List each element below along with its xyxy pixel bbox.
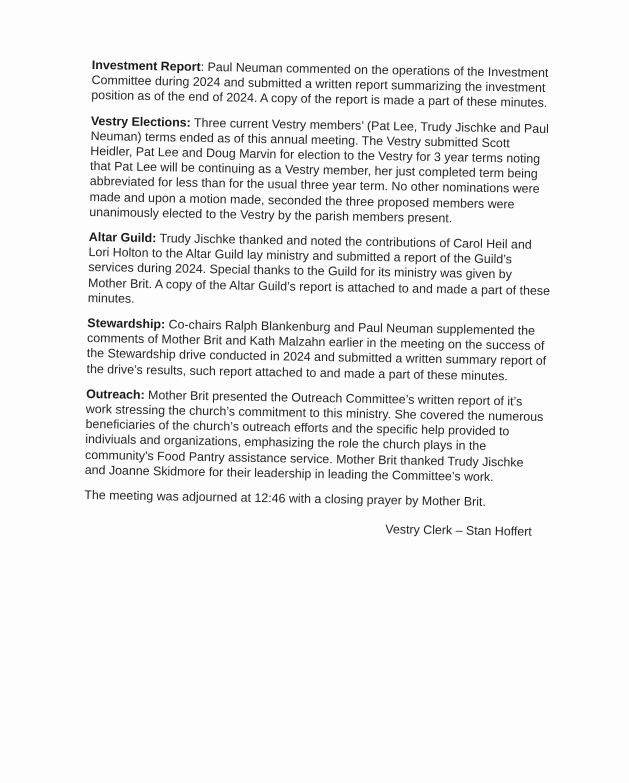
section-stewardship xyxy=(86,316,549,385)
minutes-body xyxy=(84,58,554,540)
section-body: Three current Vestry members’ (Pat Lee, Trudy Jischke and Paul Neuman) terms ended as of this annual meeting. The Vestry submitted Scott Heidler, Pat Lee and Doug Marvin for election to the Vestry for 3 year terms noting that Pat Lee will be continuing as a Vestry member, her just completed term being abbreviated for less than for the usual three year term. No other nominations were made and upon a motion made, seconded the three proposed members were unanimously elected to the Vestry by the parish members present. xyxy=(89,115,549,226)
section-heading: Vestry Elections: xyxy=(90,113,191,130)
section-body: Co-chairs Ralph Blankenburg and Paul Neuman supplemented the comments of Mother Brit and Kath Malzahn earlier in the meeting on the success of the Stewardship drive conducted in 2024 and submitted a written summary report of the drive’s results, such report attached to and made a part of these minutes. xyxy=(86,317,547,383)
section-body: Paul Neuman commented on the operations of the Investment Committee during 2024 and submitted a written report summarizing the investment position as of the end of 2024. A copy of the report is made a part of these minutes. xyxy=(91,60,549,111)
section-outreach xyxy=(85,387,549,486)
section-body: Trudy Jischke thanked and noted the contributions of Carol Heil and Lori Holton to the Altar Guild lay ministry and submitted a report of the Guild’s services during 2024. Special thanks to the Guild for its ministry was given by Mother Brit. A copy of the Altar Guild’s report is attached to and made a part of these minutes. xyxy=(87,231,551,306)
section-heading: Outreach: xyxy=(86,386,145,402)
section-vestry-elections xyxy=(89,114,553,228)
closing-statement: The meeting was adjourned at 12:46 with a closing prayer by Mother Brit. xyxy=(84,488,486,510)
section-altar-guild xyxy=(88,230,551,314)
signature-line: Vestry Clerk – Stan Hoffert xyxy=(385,522,532,540)
section-investment-report: Investment Report: Paul Neuman commented on the operations of the Investment Committee during 2024 and submitted a written report summarizing the investment position as of the end of 2024. A copy of the report is made a part of these minutes. xyxy=(91,58,549,111)
section-body: Mother Brit presented the Outreach Committee’s written report of it’s work stressing the church’s commitment to this ministry. She covered the numerous beneficiaries of the church’s outreach efforts and the specific help provided to indiviuals and organizations, emphasizing the role the church plays in the community’s Food Pantry assistance service. Mother Brit thanked Trudy Jischke and Joanne Skidmore for their leadership in leading the Committee’s work. xyxy=(84,387,544,484)
section-heading: Stewardship: xyxy=(87,316,166,332)
section-heading: Investment Report xyxy=(91,58,201,74)
section-heading: Altar Guild: xyxy=(88,230,157,246)
